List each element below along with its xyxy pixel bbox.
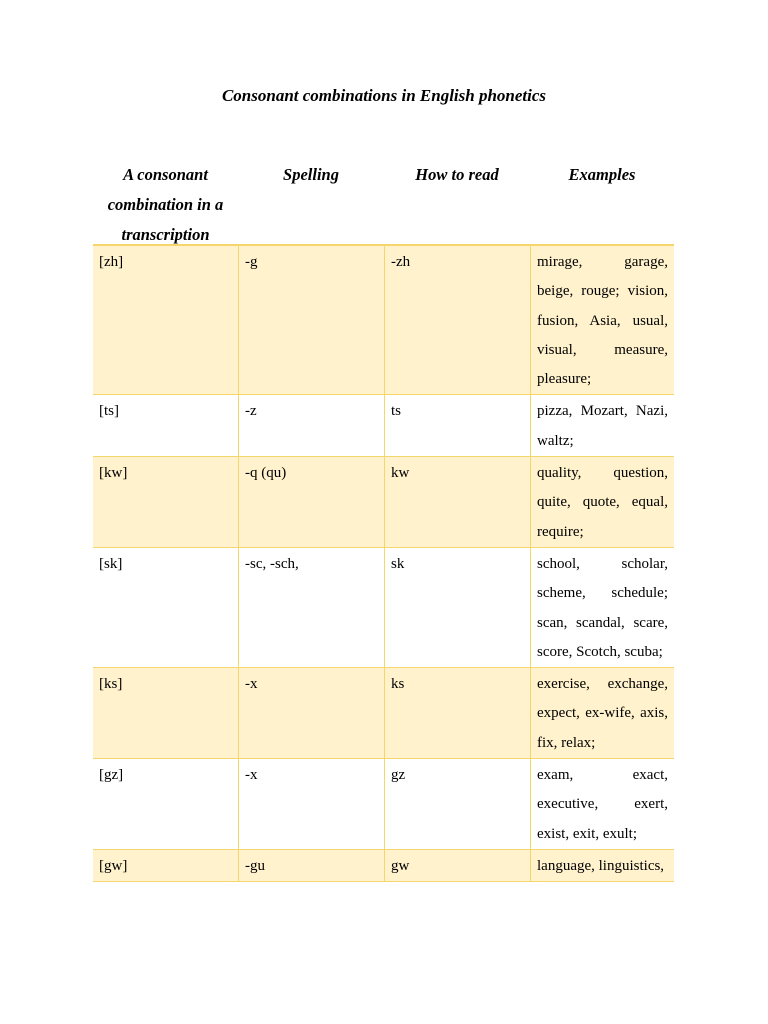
examples-cell: exam, exact, executive, exert, exist, exit, exult;: [530, 759, 674, 849]
how-to-read-cell: gz: [384, 759, 530, 849]
how-to-read-cell: kw: [384, 457, 530, 547]
spelling-cell: -g: [238, 246, 384, 394]
spelling-cell: -sc, -sch,: [238, 548, 384, 667]
page-title: Consonant combinations in English phonetics: [221, 86, 547, 105]
combination-cell: [gz]: [99, 767, 124, 784]
consonant-table: [93, 160, 674, 882]
header-examples: Examples: [568, 165, 636, 184]
table-row: [93, 395, 674, 457]
how-to-read-cell: ks: [384, 668, 530, 758]
table-body: [93, 244, 674, 882]
spelling-cell: -gu: [238, 850, 384, 881]
how-to-read-cell: -zh: [384, 246, 530, 394]
table-row: [93, 759, 674, 850]
spelling-cell: -z: [238, 395, 384, 456]
combination-cell: [gw]: [99, 857, 128, 874]
how-to-read-cell: ts: [384, 395, 530, 456]
header-how-to-read: How to read: [415, 165, 499, 184]
how-to-read-cell: sk: [384, 548, 530, 667]
combination-cell: [ks]: [99, 676, 123, 693]
combination-cell: [ts]: [99, 403, 119, 420]
how-to-read-cell: gw: [384, 850, 530, 881]
examples-cell: pizza, Mozart, Nazi, waltz;: [530, 395, 674, 456]
table-row: [93, 668, 674, 759]
table-header: [93, 160, 674, 244]
table-row: [93, 457, 674, 548]
spelling-cell: -x: [238, 759, 384, 849]
table-row: [93, 850, 674, 882]
spelling-cell: -x: [238, 668, 384, 758]
examples-cell: exercise, exchange, expect, ex-wife, axis, fix, relax;: [530, 668, 674, 758]
header-combination: A consonant combination in a transcription: [107, 165, 224, 244]
examples-cell: school, scholar, scheme, schedule; scan, scandal, scare, score, Scotch, scuba;: [530, 548, 674, 667]
combination-cell: [sk]: [99, 555, 123, 572]
examples-cell: quality, question, quite, quote, equal, require;: [530, 457, 674, 547]
table-row: [93, 548, 674, 668]
examples-cell: language, linguistics,: [530, 850, 674, 881]
combination-cell: [kw]: [99, 465, 128, 482]
table-row: [93, 246, 674, 395]
examples-cell: mirage, garage, beige, rouge; vision, fusion, Asia, usual, visual, measure, pleasure;: [530, 246, 674, 394]
header-spelling: Spelling: [283, 165, 339, 184]
combination-cell: [zh]: [99, 254, 124, 270]
spelling-cell: -q (qu): [238, 457, 384, 547]
